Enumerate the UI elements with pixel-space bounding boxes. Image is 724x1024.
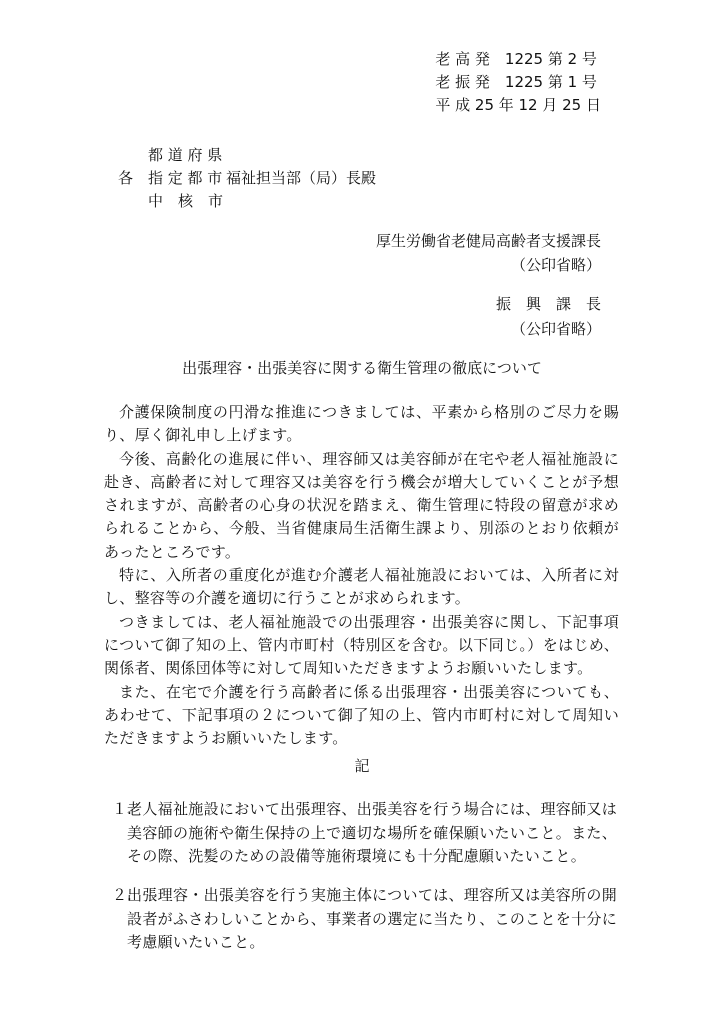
list-item [112,884,617,955]
reference-block [435,48,601,117]
sender-block-1 [376,229,601,277]
body-text [104,401,619,750]
item-text: 老人福祉施設において出張理容、出張美容を行う場合には、理容師又は美容師の施術や衛生保持の上で適切な場所を確保願いたいこと。また、その際、洗髪のための設備等施術環境にも十分配慮願いたいこと。 [127,800,617,865]
sender-1-title: 厚生労働省老健局高齢者支援課長 [375,232,601,250]
item-number: ２. [112,886,132,904]
addressee-prefectures: 都 道 府 県 [148,146,223,164]
reference-number-2: 老 振 発 1225 第 1 号 [435,73,597,91]
body-paragraph-1: 介護保険制度の円滑な推進につきましては、平素から格別のご尽力を賜り、厚く御礼申し上げます。 [104,403,619,445]
body-paragraph-5: また、在宅で介護を行う高齢者に係る出張理容・出張美容についても、あわせて、下記事項の２について御了知の上、管内市町村に対して周知いただきますようお願いいたします。 [104,682,619,748]
addressee-department: 福祉担当部（局）長殿 [226,169,377,187]
sender-2-title: 振 興 課 長 [495,295,601,313]
body-paragraph-2: 今後、高齢化の進展に伴い、理容師又は美容師が在宅や老人福祉施設に赴き、高齢者に対して理容又は美容を行う機会が増大していくことが予想されますが、高齢者の心身の状況を踏まえ、衛生管理に特段の留意が求められることから、今般、当省健康局生活衛生課より、別添のとおり依頼があったところです。 [104,449,619,561]
list-item [112,798,617,869]
addressee-prefix: 各 [118,169,134,187]
sender-1-seal-note: （公印省略） [510,256,601,274]
document-title: 出張理容・出張美容に関する衛生管理の徹底について [182,359,542,377]
body-paragraph-3: 特に、入所者の重度化が進む介護老人福祉施設においては、入所者に対し、整容等の介護を適切に行うことが求められます。 [104,566,619,608]
addressee-designated-cities: 指 定 都 市 [148,169,223,187]
body-paragraph-4: つきましては、老人福祉施設での出張理容・出張美容に関し、下記事項について御了知の上、管内市町村（特別区を含む。以下同じ。）をはじめ、関係者、関係団体等に対して周知いただきますようお願いいたします。 [104,612,619,678]
reference-number-1: 老 高 発 1225 第 2 号 [435,50,597,68]
ki-heading: 記 [354,757,370,775]
item-text: 出張理容・出張美容を行う実施主体については、理容所又は美容所の開設者がふさわしいことから、事業者の選定に当たり、このことを十分に考慮願いたいこと。 [127,886,617,951]
sender-2-seal-note: （公印省略） [510,320,601,338]
addressee-core-cities: 中 核 市 [148,192,224,210]
sender-block-2 [496,292,601,342]
issue-date: 平 成 25 年 12 月 25 日 [435,96,601,114]
item-number: １. [112,800,132,818]
